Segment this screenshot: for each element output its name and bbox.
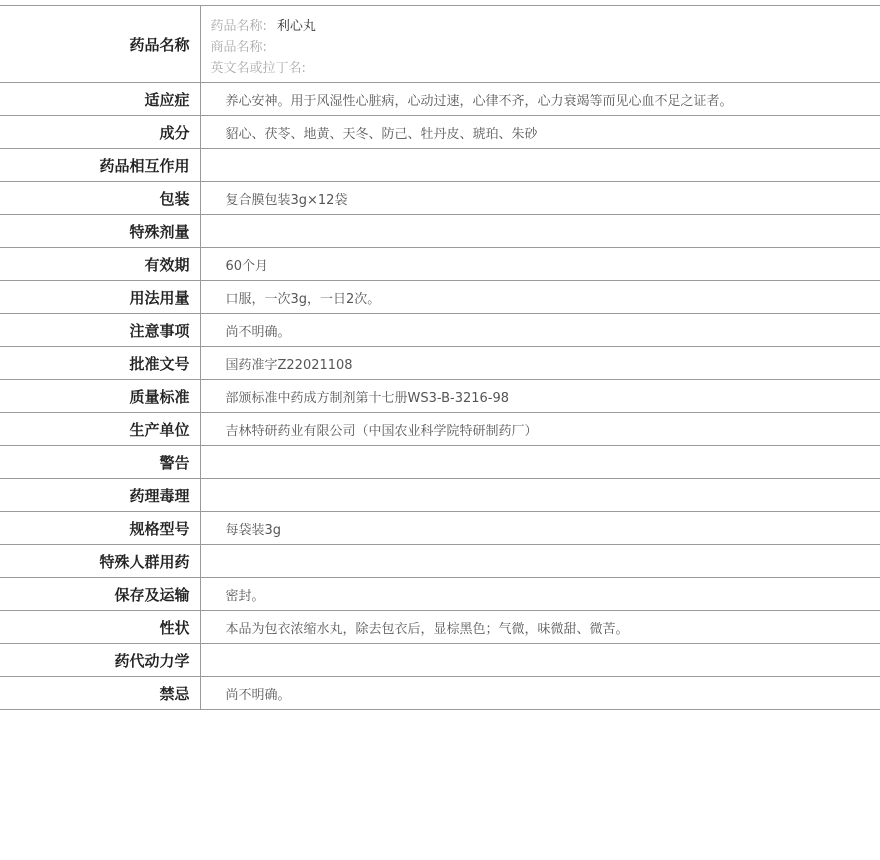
table-row <box>0 182 880 215</box>
row-label: 性状 <box>0 611 200 644</box>
drug-info-table <box>0 5 880 710</box>
row-value <box>200 479 880 512</box>
row-label: 质量标准 <box>0 380 200 413</box>
table-row <box>0 314 880 347</box>
table-row <box>0 446 880 479</box>
table-row <box>0 215 880 248</box>
row-value: 部颁标准中药成方制剂第十七册WS3-B-3216-98 <box>200 380 880 413</box>
row-label: 保存及运输 <box>0 578 200 611</box>
row-value <box>200 446 880 479</box>
table-row <box>0 611 880 644</box>
drug-name-line <box>211 16 880 37</box>
latin-name-label: 英文名或拉丁名: <box>210 61 306 76</box>
drug-name-label: 药品名称: <box>210 19 267 34</box>
row-value <box>200 545 880 578</box>
table-row <box>0 479 880 512</box>
row-label: 生产单位 <box>0 413 200 446</box>
drug-name-value: 利心丸 <box>276 19 316 34</box>
row-label: 特殊剂量 <box>0 215 200 248</box>
row-value: 吉林特研药业有限公司（中国农业科学院特研制药厂） <box>200 413 880 446</box>
row-value <box>200 6 880 83</box>
row-value: 养心安神。用于风湿性心脏病，心动过速，心律不齐，心力衰竭等而见心血不足之证者。 <box>200 83 880 116</box>
row-label: 特殊人群用药 <box>0 545 200 578</box>
row-value <box>200 149 880 182</box>
row-value: 貂心、茯苓、地黄、天冬、防己、牡丹皮、琥珀、朱砂 <box>200 116 880 149</box>
row-value: 尚不明确。 <box>200 677 880 710</box>
table-row <box>0 578 880 611</box>
row-value <box>200 215 880 248</box>
row-value: 每袋装3g <box>200 512 880 545</box>
latin-name-line <box>211 58 880 79</box>
table-row <box>0 512 880 545</box>
row-label: 包装 <box>0 182 200 215</box>
row-label: 药品相互作用 <box>0 149 200 182</box>
row-label: 有效期 <box>0 248 200 281</box>
row-label: 药代动力学 <box>0 644 200 677</box>
trade-name-line <box>211 37 880 58</box>
table-row-drug-name <box>0 6 880 83</box>
row-value <box>200 644 880 677</box>
row-label: 用法用量 <box>0 281 200 314</box>
table-row <box>0 281 880 314</box>
table-row <box>0 347 880 380</box>
row-value: 密封。 <box>200 578 880 611</box>
row-value: 尚不明确。 <box>200 314 880 347</box>
row-value: 口服，一次3g，一日2次。 <box>200 281 880 314</box>
table-row <box>0 545 880 578</box>
table-row <box>0 116 880 149</box>
row-label: 适应症 <box>0 83 200 116</box>
row-label: 警告 <box>0 446 200 479</box>
row-value: 60个月 <box>200 248 880 281</box>
row-label: 药品名称 <box>0 6 200 83</box>
row-value: 复合膜包装3g×12袋 <box>200 182 880 215</box>
table-row <box>0 248 880 281</box>
row-value: 本品为包衣浓缩水丸，除去包衣后，显棕黑色；气微，味微甜、微苦。 <box>200 611 880 644</box>
table-row <box>0 149 880 182</box>
table-row <box>0 413 880 446</box>
row-label: 药理毒理 <box>0 479 200 512</box>
table-row <box>0 380 880 413</box>
row-label: 注意事项 <box>0 314 200 347</box>
row-value: 国药准字Z22021108 <box>200 347 880 380</box>
row-label: 禁忌 <box>0 677 200 710</box>
table-row <box>0 644 880 677</box>
row-label: 成分 <box>0 116 200 149</box>
table-row <box>0 677 880 710</box>
row-label: 规格型号 <box>0 512 200 545</box>
trade-name-label: 商品名称: <box>210 40 267 55</box>
row-label: 批准文号 <box>0 347 200 380</box>
table-row <box>0 83 880 116</box>
